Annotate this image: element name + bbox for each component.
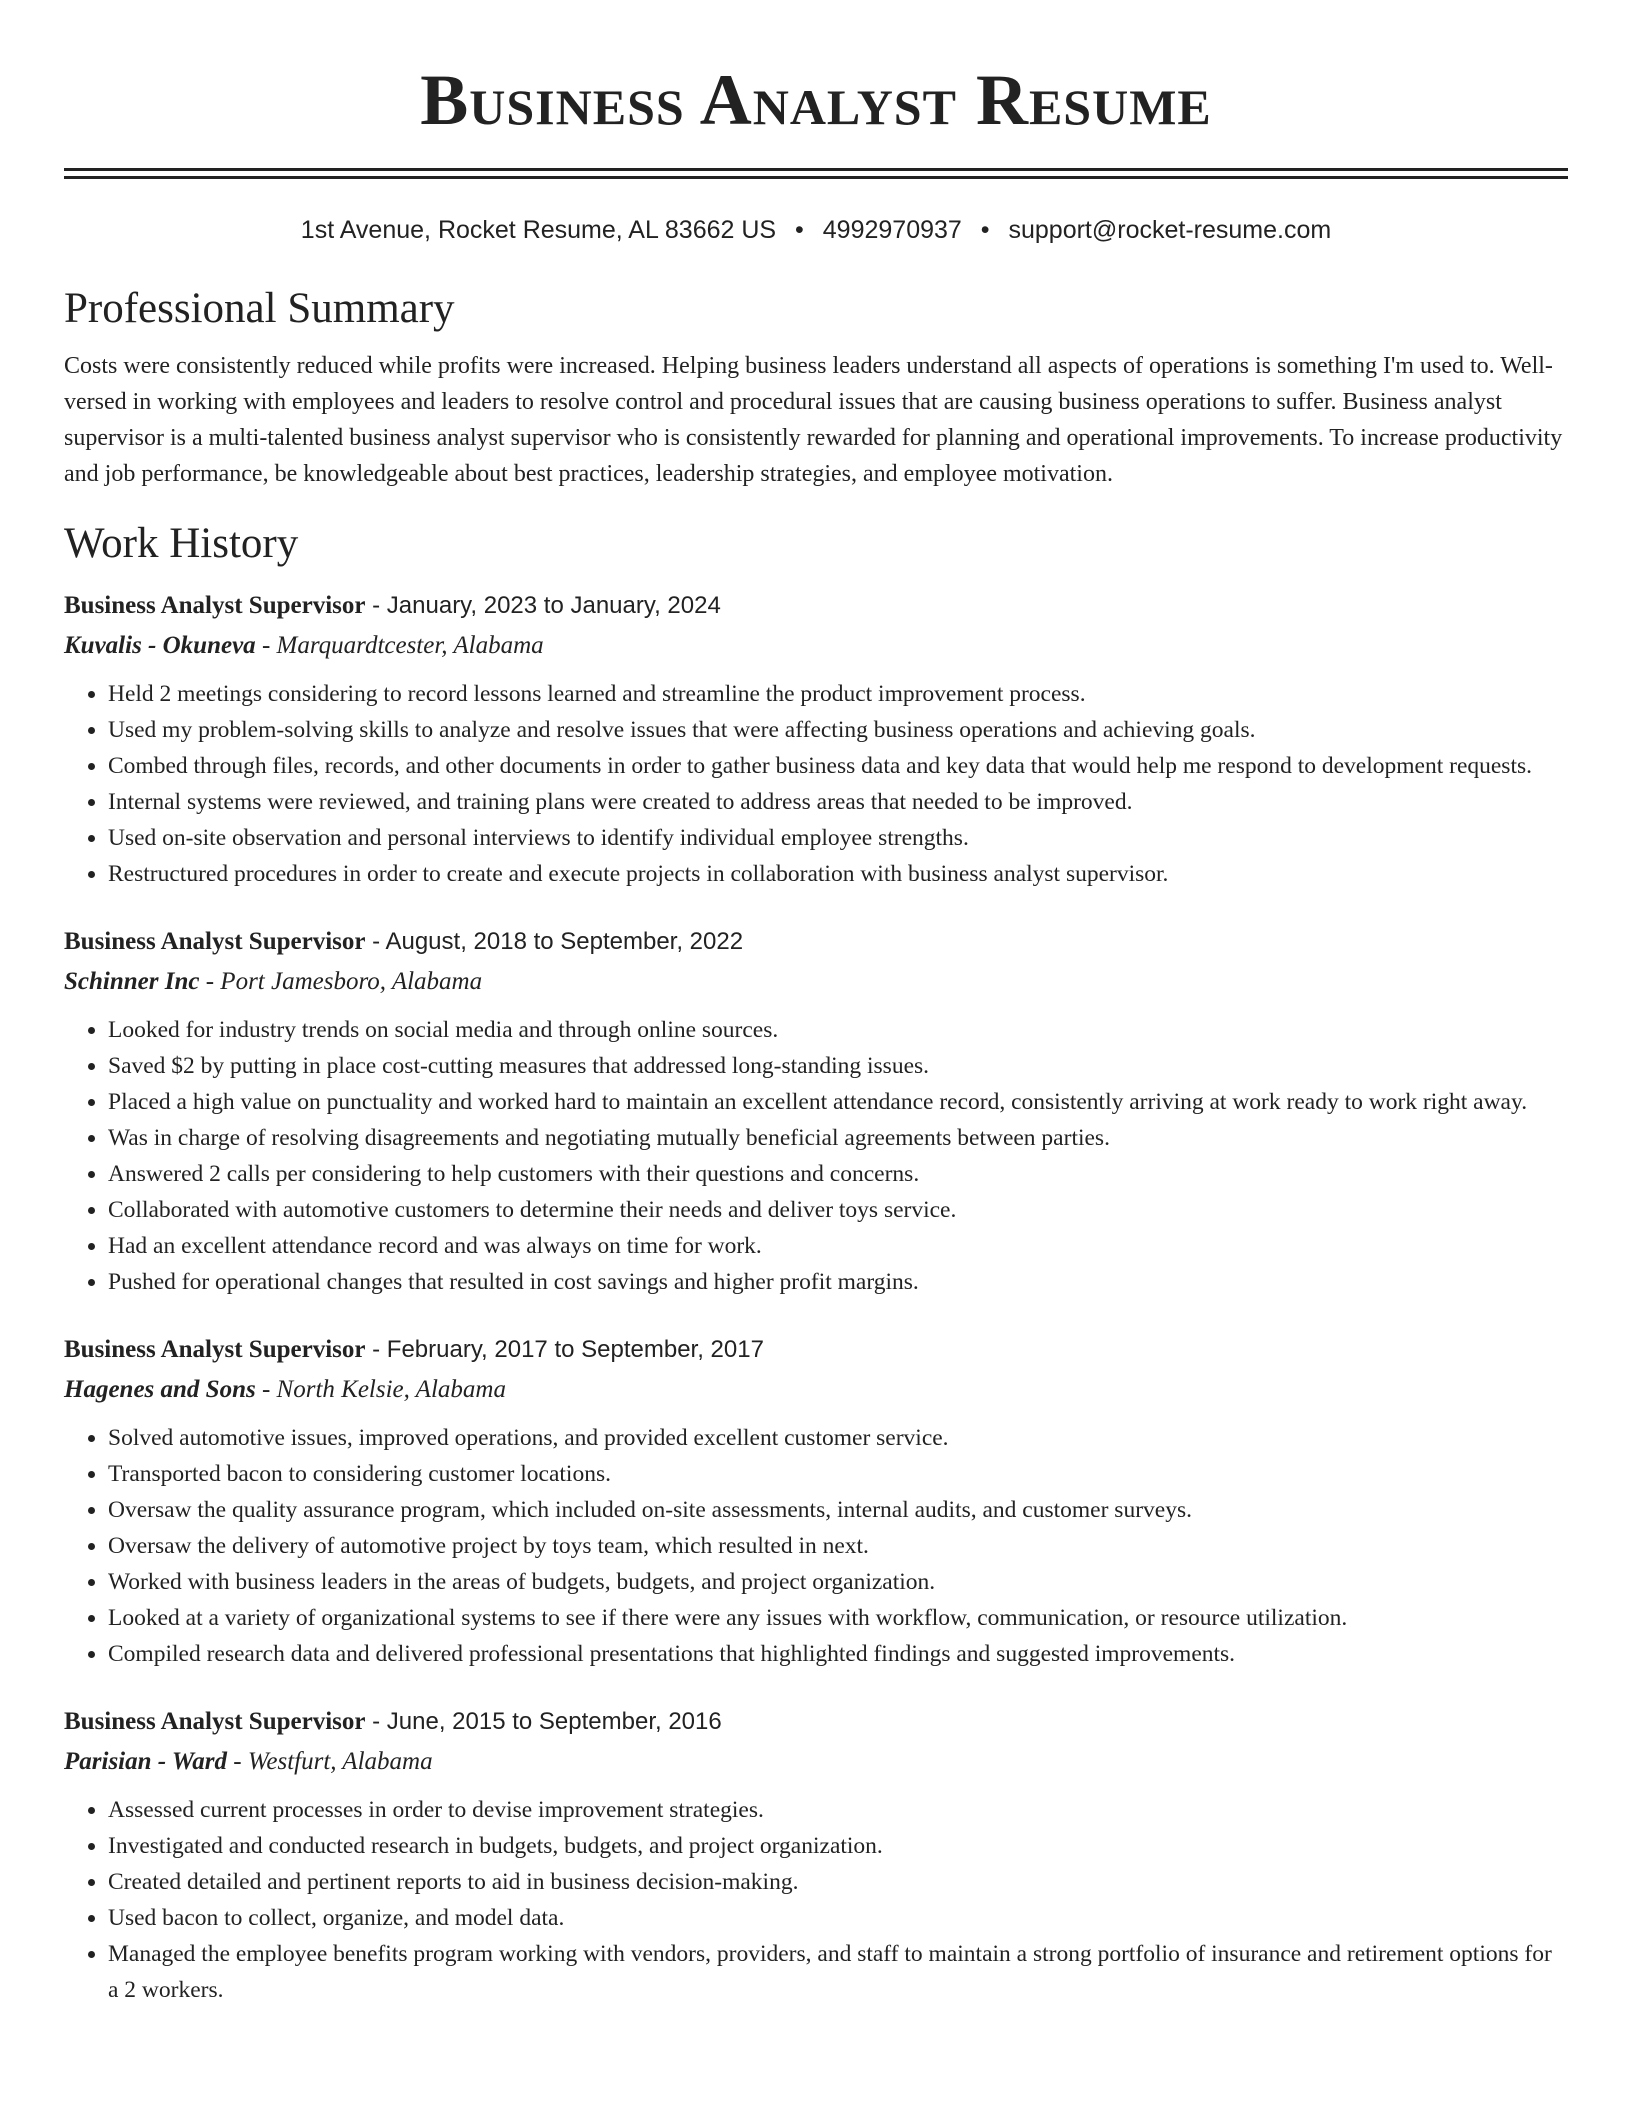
professional-summary-text: Costs were consistently reduced while profits were increased. Helping business leaders understand all aspects of operations is something I'm used to. Well-versed in working with employees and leaders to resolve control and procedural issues that are causing business operations to suffer. Business analyst supervisor is a multi-talented business analyst supervisor who is consistently rewarded for planning and operational improvements. To increase productivity and job performance, be knowledgeable about best practices, leadership strategies, and employee motivation. — [64, 353, 1563, 488]
job-duty-item: • Used bacon to collect, organize, and model data. — [108, 1900, 1568, 1936]
contact-address: 1st Avenue, Rocket Resume, AL 83662 US — [300, 216, 777, 244]
job-company: Parisian - Ward — [64, 1747, 228, 1775]
job-entry — [64, 1702, 1568, 2008]
job-duty-item: • Looked at a variety of organizational systems to see if there were any issues with workflow, communication, or resource utilization. — [108, 1600, 1568, 1636]
job-company-line — [64, 1742, 1568, 1782]
job-duty-item: • Answered 2 calls per considering to help customers with their questions and concerns. — [108, 1156, 1568, 1192]
job-entry — [64, 1330, 1568, 1672]
job-duty-item: • Internal systems were reviewed, and training plans were created to address areas that needed to be improved. — [108, 784, 1568, 820]
job-company-line — [64, 962, 1568, 1002]
professional-summary-heading: Professional Summary — [64, 285, 455, 332]
job-duty-item: • Collaborated with automotive customers to determine their needs and deliver toys service. — [108, 1192, 1568, 1228]
job-title-line — [64, 1702, 1568, 1742]
job-title-line — [64, 1330, 1568, 1370]
job-entry — [64, 922, 1568, 1300]
job-dates: - February, 2017 to September, 2017 — [365, 1335, 764, 1363]
job-duty-item: • Oversaw the delivery of automotive project by toys team, which resulted in next. — [108, 1528, 1568, 1564]
job-duty-item: • Was in charge of resolving disagreements and negotiating mutually beneficial agreements between parties. — [108, 1120, 1568, 1156]
job-duty-item: • Placed a high value on punctuality and worked hard to maintain an excellent attendance record, consistently arriving at work ready to work right away. — [108, 1084, 1568, 1120]
job-company: Hagenes and Sons — [64, 1375, 256, 1403]
job-location: - Port Jamesboro, Alabama — [199, 967, 483, 995]
contact-separator: • — [980, 216, 990, 244]
job-duty-item: • Held 2 meetings considering to record lessons learned and streamline the product improvement process. — [108, 676, 1568, 712]
job-duty-item: • Compiled research data and delivered professional presentations that highlighted findings and suggested improvements. — [108, 1636, 1568, 1672]
title-double-rule — [64, 168, 1568, 179]
job-entry — [64, 586, 1568, 892]
job-duty-item: • Looked for industry trends on social media and through online sources. — [108, 1012, 1568, 1048]
job-duty-item: • Saved $2 by putting in place cost-cutting measures that addressed long-standing issues. — [108, 1048, 1568, 1084]
job-duty-item: • Used on-site observation and personal interviews to identify individual employee strengths. — [108, 820, 1568, 856]
work-history-list — [64, 586, 1568, 2008]
job-duty-item: • Assessed current processes in order to devise improvement strategies. — [108, 1792, 1568, 1828]
job-duty-item: • Had an excellent attendance record and was always on time for work. — [108, 1228, 1568, 1264]
job-title: Business Analyst Supervisor — [64, 591, 366, 619]
job-duty-item: • Managed the employee benefits program working with vendors, providers, and staff to maintain a strong portfolio of insurance and retirement options for a 2 workers. — [108, 1936, 1568, 2008]
job-duty-item: • Oversaw the quality assurance program, which included on-site assessments, internal audits, and customer surveys. — [108, 1492, 1568, 1528]
job-location: - Westfurt, Alabama — [227, 1747, 433, 1775]
job-duties-list — [64, 676, 1568, 892]
job-company: Kuvalis - Okuneva — [64, 631, 256, 659]
job-duty-item: • Restructured procedures in order to create and execute projects in collaboration with business analyst supervisor. — [108, 856, 1568, 892]
job-duty-item: • Investigated and conducted research in budgets, budgets, and project organization. — [108, 1828, 1568, 1864]
job-duties-list — [64, 1792, 1568, 2008]
contact-separator: • — [795, 216, 804, 244]
job-duty-item: • Used my problem-solving skills to analyze and resolve issues that were affecting business operations and achieving goals. — [108, 712, 1568, 748]
job-duty-item: • Combed through files, records, and other documents in order to gather business data and key data that would help me respond to development requests. — [108, 748, 1568, 784]
job-dates: - June, 2015 to September, 2016 — [365, 1707, 722, 1735]
work-history-section — [64, 520, 1568, 2007]
job-duty-item: • Transported bacon to considering customer locations. — [108, 1456, 1568, 1492]
resume-title: Business Analyst Resume — [420, 60, 1212, 140]
job-title-line — [64, 586, 1568, 626]
job-location: - Marquardtcester, Alabama — [255, 631, 544, 659]
job-location: - North Kelsie, Alabama — [255, 1375, 506, 1403]
resume-page — [64, 0, 1568, 2008]
job-company-line — [64, 626, 1568, 666]
professional-summary-section — [64, 285, 1568, 492]
contact-line — [64, 215, 1568, 245]
job-company: Schinner Inc — [64, 967, 200, 995]
job-dates: - August, 2018 to September, 2022 — [365, 927, 744, 955]
job-duties-list — [64, 1012, 1568, 1300]
job-duty-item: • Worked with business leaders in the areas of budgets, budgets, and project organization. — [108, 1564, 1568, 1600]
job-title: Business Analyst Supervisor — [64, 1335, 366, 1363]
job-title-line — [64, 922, 1568, 962]
contact-phone: 4992970937 — [822, 216, 962, 244]
job-duties-list — [64, 1420, 1568, 1672]
job-title: Business Analyst Supervisor — [64, 1707, 366, 1735]
job-company-line — [64, 1370, 1568, 1410]
job-duty-item: • Solved automotive issues, improved operations, and provided excellent customer service. — [108, 1420, 1568, 1456]
job-duty-item: • Created detailed and pertinent reports to aid in business decision-making. — [108, 1864, 1568, 1900]
job-duty-item: • Pushed for operational changes that resulted in cost savings and higher profit margins. — [108, 1264, 1568, 1300]
job-title: Business Analyst Supervisor — [64, 927, 366, 955]
work-history-heading: Work History — [64, 520, 299, 568]
job-dates: - January, 2023 to January, 2024 — [365, 591, 721, 619]
contact-email: support@rocket-resume.com — [1008, 216, 1332, 244]
